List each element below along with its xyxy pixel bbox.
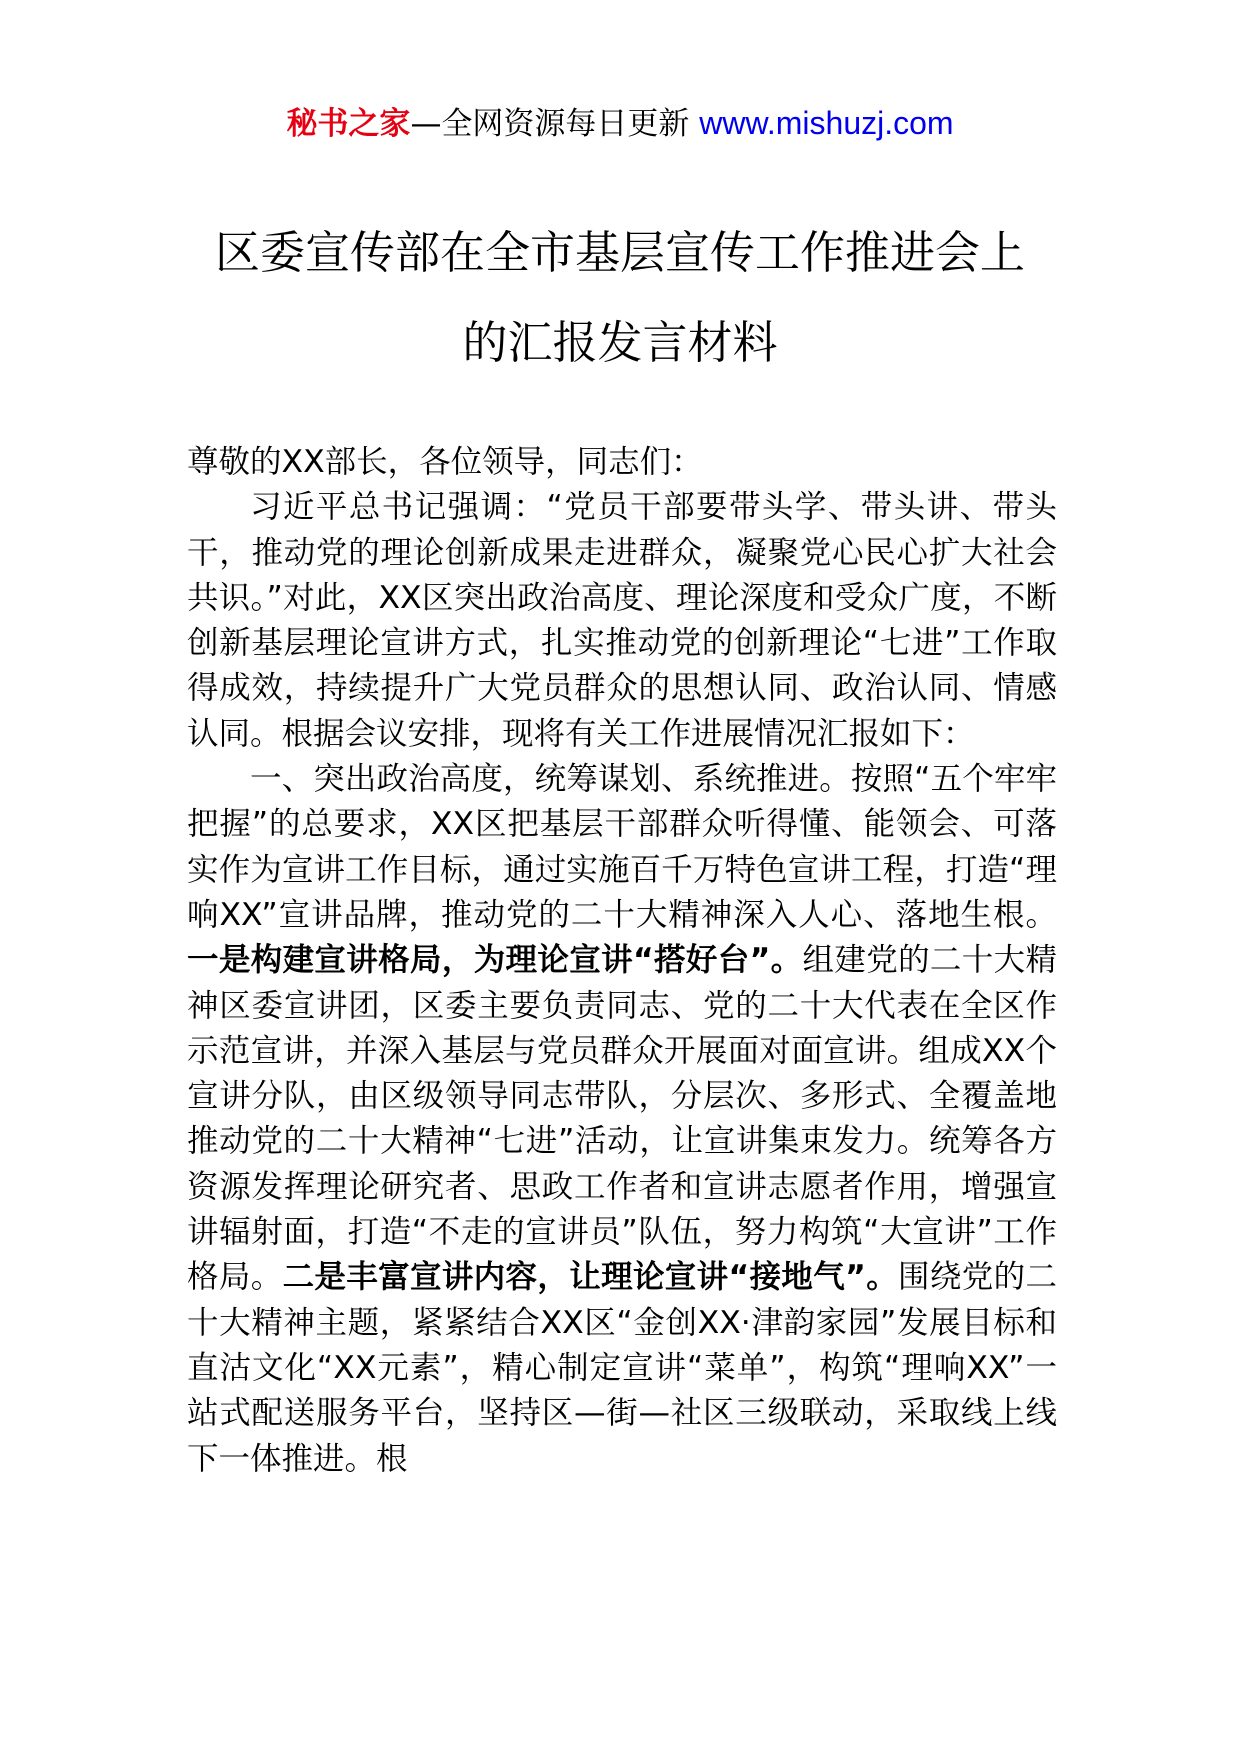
- point-one-text: 组建党的二十大精神区委宣讲团，区委主要负责同志、党的二十大代表在全区作示范宣讲，并深入基层与党员群众开展面对面宣讲。组成XX个宣讲分队，由区级领导同志带队，分层次、多形式、全覆盖地推动党的二十大精神“七进”活动，让宣讲集束发力。统筹各方资源发挥理论研究者、思政工作者和宣讲志愿者作用，增强宣讲辐射面，打造“不走的宣讲员”队伍，努力构筑“大宣讲”工作格局。: [187, 942, 1057, 1296]
- document-title: [150, 208, 1090, 388]
- site-slogan: —全网资源每日更新: [410, 106, 690, 142]
- document-body: [187, 440, 1057, 1482]
- salutation: 尊敬的XX部长，各位领导，同志们：: [187, 444, 703, 480]
- title-line-1: 区委宣传部在全市基层宣传工作推进会上: [214, 226, 1025, 279]
- bold-point-two: 二是丰富宣讲内容，让理论宣讲“接地气”。: [282, 1259, 899, 1296]
- paragraph-section-one: [187, 757, 1057, 1482]
- point-two-text: 围绕党的二十大精神主题，紧紧结合XX区“金创XX·津韵家园”发展目标和直沽文化“XX元素”，精心制定宣讲“菜单”，构筑“理响XX”一站式配送服务平台，坚持区—街—社区三级联动，采取线上线下一体推进。根: [187, 1259, 1057, 1477]
- section-text: 按照“五个牢牢把握”的总要求，XX区把基层干部群众听得懂、能领会、可落实作为宣讲工作目标，通过实施百千万特色宣讲工程，打造“理响XX”宣讲品牌，推动党的二十大精神深入人心、落地生根。: [187, 761, 1057, 933]
- site-header: [0, 100, 1240, 147]
- bold-point-one: 一是构建宣讲格局，为理论宣讲“搭好台”。: [187, 942, 803, 979]
- title-line-2: 的汇报发言材料: [462, 316, 778, 369]
- paragraph-intro: 习近平总书记强调：“党员干部要带头学、带头讲、带头干，推动党的理论创新成果走进群众，凝聚党心民心扩大社会共识。”对此，XX区突出政治高度、理论深度和受众广度，不断创新基层理论宣讲方式，扎实推动党的创新理论“七进”工作取得成效，持续提升广大党员群众的思想认同、政治认同、情感认同。根据会议安排，现将有关工作进展情况汇报如下：: [187, 489, 1057, 752]
- site-url-link[interactable]: www.mishuzj.com: [699, 105, 954, 141]
- site-brand: 秘书之家: [286, 106, 411, 142]
- section-heading: 一、突出政治高度，统筹谋划、系统推进。: [250, 761, 851, 798]
